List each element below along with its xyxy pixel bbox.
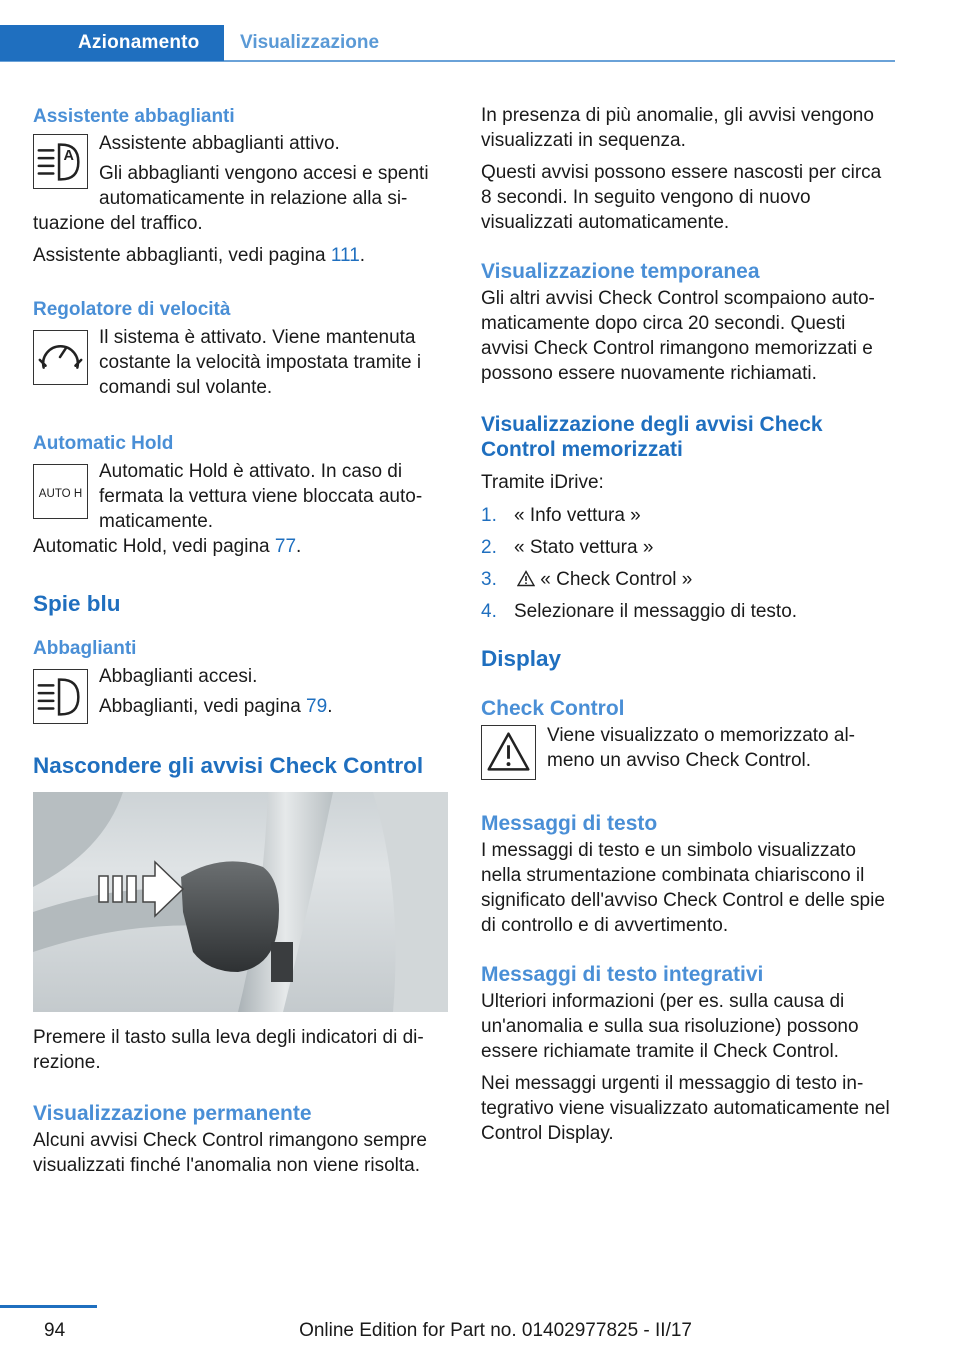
ref-abbaglianti: Abbaglianti, vedi pagina 79.: [99, 696, 333, 717]
right-column: [481, 100, 895, 1146]
text-hba-active: Assistente abbaglianti attivo.: [99, 133, 340, 154]
list-item: [481, 535, 895, 560]
list-item: [481, 503, 895, 528]
warning-triangle-icon: [517, 570, 535, 587]
auto-hold-icon: [33, 464, 88, 519]
tab-azionamento[interactable]: Azionamento: [0, 25, 224, 61]
text-hba-description-a: Gli abbaglianti vengono accesi e spenti automaticamente in relazione alla si-: [99, 163, 429, 209]
step-text: « Check Control »: [535, 569, 693, 590]
text-messaggi-integrativi-2: Nei messaggi urgenti il messaggio di testo in-tegrativo viene visualizzato automaticamente nel Control Display.: [481, 1073, 890, 1144]
section-assistente-abbaglianti: [33, 129, 449, 211]
left-column: [33, 100, 449, 1178]
tab-visualizzazione[interactable]: Visualizzazione: [240, 32, 380, 53]
heading-spie-blu: Spie blu: [33, 591, 121, 616]
text-anomalie-sequenza: In presenza di più anomalie, gli avvisi vengono visualizzati in sequenza.: [481, 105, 874, 151]
auto-hold-label: AUTO H: [38, 487, 83, 500]
step-number: 2.: [481, 537, 497, 558]
link-page-77[interactable]: 77: [274, 536, 297, 557]
high-beam-assist-icon: [33, 134, 88, 189]
text-visualizzazione-permanente: Alcuni avvisi Check Control rimangono sempre visualizzati finché l'anomalia non viene risolta.: [33, 1130, 427, 1176]
ref-automatic-hold-text: Automatic Hold, vedi pagina: [33, 536, 275, 557]
link-page-111[interactable]: 111: [330, 245, 360, 266]
step-number: 1.: [481, 505, 497, 526]
list-item: [481, 567, 895, 592]
section-automatic-hold: [33, 456, 449, 534]
heading-display: Display: [481, 646, 562, 671]
list-item: [481, 599, 895, 624]
heading-avvisi-memorizzati: Visualizzazione degli avvisi Check Control memorizzati: [481, 413, 823, 461]
text-visualizzazione-temporanea: Gli altri avvisi Check Control scompaiono auto-maticamente dopo circa 20 secondi. Questi avvisi Check Control rimangono memorizzati e possono essere nuovamente richiamati.: [481, 288, 875, 384]
ref-abbaglianti-text: Abbaglianti, vedi pagina: [99, 696, 307, 717]
ref-hba: Assistente abbaglianti, vedi pagina 111.: [33, 245, 366, 266]
text-messaggi-testo: I messaggi di testo e un simbolo visualizzato nella strumentazione combinata chiariscono il significato dell'avviso Check Control e delle spie di controllo e di avvertimento.: [481, 840, 885, 936]
step-number: 3.: [481, 569, 497, 590]
heading-automatic-hold: Automatic Hold: [33, 433, 174, 454]
link-page-79[interactable]: 79: [306, 696, 328, 717]
step-number: 4.: [481, 601, 497, 622]
text-nascosti-8-secondi: Questi avvisi possono essere nascosti per circa 8 secondi. In seguito vengono di nuovo visualizzati automaticamente.: [481, 162, 882, 233]
ref-automatic-hold: Automatic Hold, vedi pagina 77.: [33, 536, 302, 557]
heading-check-control: Check Control: [481, 697, 625, 720]
svg-text:A: A: [63, 148, 74, 165]
heading-messaggi-testo: Messaggi di testo: [481, 812, 658, 835]
edition-info: Online Edition for Part no. 01402977825 - II/17: [299, 1320, 692, 1341]
header-tab-bar: [0, 25, 895, 62]
heading-nascondere-avvisi: Nascondere gli avvisi Check Control: [33, 753, 424, 778]
step-text: « Info vettura »: [514, 505, 641, 526]
heading-regolatore-velocita: Regolatore di velocità: [33, 299, 231, 320]
heading-visualizzazione-permanente: Visualizzazione permanente: [33, 1102, 312, 1125]
text-regolatore: Il sistema è attivato. Viene mantenuta costante la velocità impostata tramite i comandi sul volante.: [99, 327, 422, 398]
text-check-control: Viene visualizzato o memorizzato al-meno un avviso Check Control.: [547, 725, 856, 771]
idrive-steps-list: [481, 503, 895, 624]
text-abbaglianti: Abbaglianti accesi.: [99, 666, 258, 687]
text-hba-description-b: tuazione del traffico.: [33, 213, 203, 234]
text-premere-tasto: Premere il tasto sulla leva degli indicatori di di-rezione.: [33, 1027, 424, 1073]
section-abbaglianti: [33, 661, 449, 731]
check-control-warning-icon: [481, 725, 536, 780]
page-number: 94: [44, 1320, 66, 1341]
ref-hba-text: Assistente abbaglianti, vedi pagina: [33, 245, 331, 266]
section-regolatore: [33, 322, 449, 402]
heading-assistente-abbaglianti: Assistente abbaglianti: [33, 106, 235, 127]
text-automatic-hold: Automatic Hold è attivato. In caso di fermata la vettura viene bloccata auto-maticamente.: [99, 461, 423, 532]
section-check-control: [481, 721, 895, 793]
text-messaggi-integrativi-1: Ulteriori informazioni (per es. sulla causa di un'anomalia e sulla sua risoluzione) possono essere richiamate tramite il Check Control.: [481, 991, 859, 1062]
heading-messaggi-integrativi: Messaggi di testo integrativi: [481, 963, 764, 986]
footer-divider: [0, 1305, 97, 1308]
high-beam-icon: [33, 669, 88, 724]
turn-signal-lever-illustration: [33, 792, 448, 1012]
heading-abbaglianti: Abbaglianti: [33, 638, 137, 659]
step-text: Selezionare il messaggio di testo.: [514, 601, 798, 622]
text-tramite-idrive: Tramite iDrive:: [481, 472, 604, 493]
heading-visualizzazione-temporanea: Visualizzazione temporanea: [481, 260, 760, 283]
step-text: « Stato vettura »: [514, 537, 654, 558]
cruise-control-icon: [33, 330, 88, 385]
